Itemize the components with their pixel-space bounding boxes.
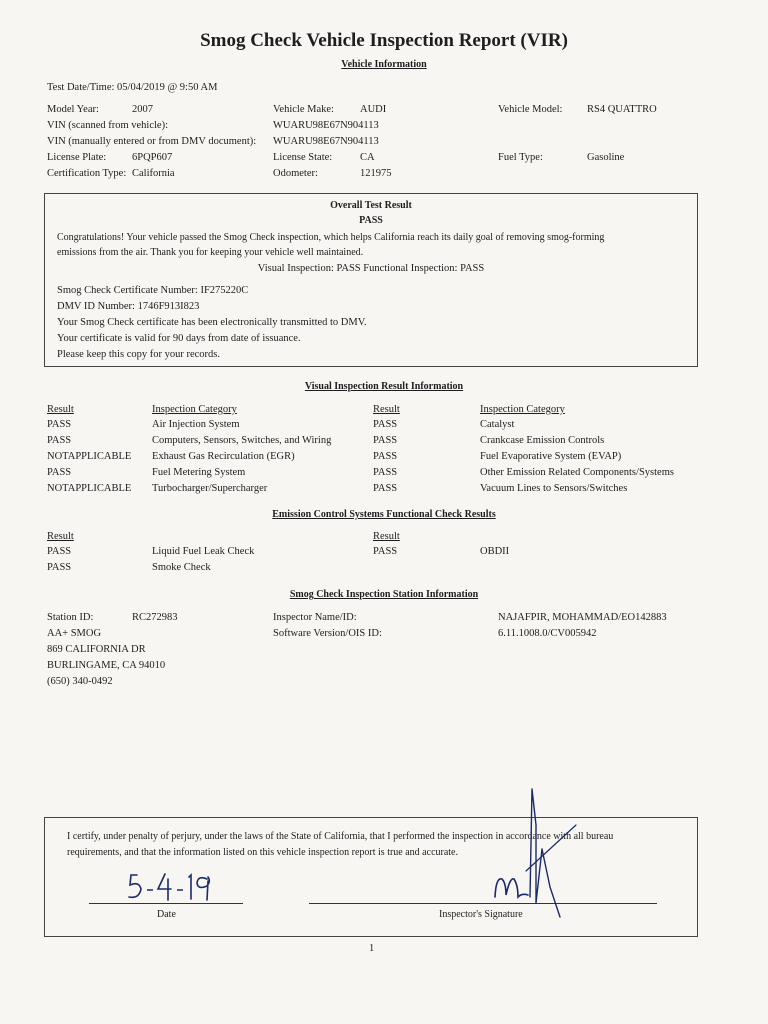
functional-result: PASS [47, 562, 72, 573]
vin-manual-label: VIN (manually entered or from DMV document): [47, 136, 257, 147]
vin-manual-value: WUARU98E67N904113 [273, 136, 379, 147]
station-address-line-2: BURLINGAME, CA 94010 [47, 660, 166, 671]
date-line [89, 903, 243, 904]
cert-type-value: California [132, 168, 175, 179]
inspector-label: Inspector Name/ID: [273, 612, 357, 623]
fuel-type-value: Gasoline [587, 152, 625, 163]
functional-result-header-right: Result [373, 531, 400, 542]
handwritten-date-graphic [125, 869, 235, 905]
visual-category: Computers, Sensors, Switches, and Wiring [152, 435, 332, 446]
model-year-value: 2007 [132, 104, 153, 115]
visual-category: Crankcase Emission Controls [480, 435, 605, 446]
visual-inspection-heading: Visual Inspection Result Information [304, 381, 464, 392]
visual-category: Air Injection System [152, 419, 240, 430]
visual-category: Other Emission Related Components/Systems [480, 467, 674, 478]
odometer-label: Odometer: [273, 168, 318, 179]
license-plate-label: License Plate: [47, 152, 107, 163]
software-version-label: Software Version/OIS ID: [273, 628, 382, 639]
station-id-label: Station ID: [47, 612, 94, 623]
vin-scanned-label: VIN (scanned from vehicle): [47, 120, 168, 131]
certification-box [44, 817, 698, 937]
inspector-signature [480, 785, 580, 925]
odometer-value: 121975 [360, 168, 392, 179]
page-number: 1 [369, 943, 375, 954]
station-id-value: RC272983 [132, 612, 178, 623]
vehicle-make-label: Vehicle Make: [273, 104, 334, 115]
visual-category: Vacuum Lines to Sensors/Switches [480, 483, 628, 494]
cert-type-label: Certification Type: [47, 168, 127, 179]
station-address-line-1: 869 CALIFORNIA DR [47, 644, 146, 655]
visual-result: NOTAPPLICABLE [47, 451, 132, 462]
visual-category-header-right: Inspection Category [480, 404, 565, 415]
functional-result-header-left: Result [47, 531, 74, 542]
license-state-value: CA [360, 152, 375, 163]
vin-scanned-value: WUARU98E67N904113 [273, 120, 379, 131]
visual-category: Fuel Metering System [152, 467, 246, 478]
visual-result: NOTAPPLICABLE [47, 483, 132, 494]
visual-result: PASS [373, 419, 398, 430]
visual-result: PASS [47, 435, 72, 446]
visual-category: Exhaust Gas Recirculation (EGR) [152, 451, 295, 462]
visual-result-header-left: Result [47, 404, 74, 415]
software-version-value: 6.11.1008.0/CV005942 [498, 628, 597, 639]
model-year-label: Model Year: [47, 104, 99, 115]
functional-check-heading: Emission Control Systems Functional Check Results [272, 509, 496, 520]
transmitted-note: Your Smog Check certificate has been electronically transmitted to DMV. [57, 317, 367, 328]
visual-result: PASS [373, 435, 398, 446]
overall-result-box [44, 193, 698, 367]
vehicle-make-value: AUDI [360, 104, 387, 115]
keep-copy-note: Please keep this copy for your records. [57, 349, 220, 360]
vehicle-info-heading: Vehicle Information [341, 59, 427, 70]
functional-check: OBDII [480, 546, 510, 557]
visual-result: PASS [373, 451, 398, 462]
license-plate-value: 6PQP607 [132, 152, 173, 163]
vehicle-model-value: RS4 QUATTRO [587, 104, 657, 115]
date-label: Date [157, 909, 176, 920]
vehicle-model-label: Vehicle Model: [498, 104, 563, 115]
congrats-line-1: Congratulations! Your vehicle passed the Smog Check inspection, which helps California reach its daily goal of removing smog-forming [57, 232, 605, 243]
inspection-summary: Visual Inspection: PASS Functional Inspection: PASS [257, 263, 485, 274]
validity-note: Your certificate is valid for 90 days from date of issuance. [57, 333, 301, 344]
congrats-line-2: emissions from the air. Thank you for keeping your vehicle well maintained. [57, 247, 364, 258]
visual-category: Fuel Evaporative System (EVAP) [480, 451, 622, 462]
report-title: Smog Check Vehicle Inspection Report (VIR) [200, 30, 568, 51]
visual-result: PASS [47, 419, 72, 430]
visual-result: PASS [373, 467, 398, 478]
signature-label: Inspector's Signature [439, 909, 523, 920]
station-info-heading: Smog Check Inspection Station Information [289, 589, 479, 600]
overall-result-heading: Overall Test Result [330, 200, 412, 211]
station-name: AA+ SMOG [47, 628, 102, 639]
visual-category: Catalyst [480, 419, 515, 430]
license-state-label: License State: [273, 152, 333, 163]
visual-result: PASS [373, 483, 398, 494]
functional-result: PASS [373, 546, 398, 557]
dmv-id-number: DMV ID Number: 1746F913I823 [57, 301, 200, 312]
fuel-type-label: Fuel Type: [498, 152, 543, 163]
certify-line-1: I certify, under penalty of perjury, under the laws of the State of California, that I performed the inspection in accordance with all bureau [67, 831, 614, 842]
certify-line-2: requirements, and that the information listed on this vehicle inspection report is true and accurate. [67, 847, 458, 858]
visual-category: Turbocharger/Supercharger [152, 483, 268, 494]
visual-category-header-left: Inspection Category [152, 404, 237, 415]
functional-check: Smoke Check [152, 562, 211, 573]
inspector-value: NAJAFPIR, MOHAMMAD/EO142883 [498, 612, 667, 623]
overall-result-value: PASS [359, 215, 383, 226]
certificate-number: Smog Check Certificate Number: IF275220C [57, 285, 249, 296]
test-datetime: Test Date/Time: 05/04/2019 @ 9:50 AM [47, 82, 218, 93]
visual-result-header-right: Result [373, 404, 400, 415]
visual-result: PASS [47, 467, 72, 478]
handwritten-date [125, 869, 235, 905]
functional-check: Liquid Fuel Leak Check [152, 546, 255, 557]
functional-result: PASS [47, 546, 72, 557]
station-phone: (650) 340-0492 [47, 676, 113, 687]
